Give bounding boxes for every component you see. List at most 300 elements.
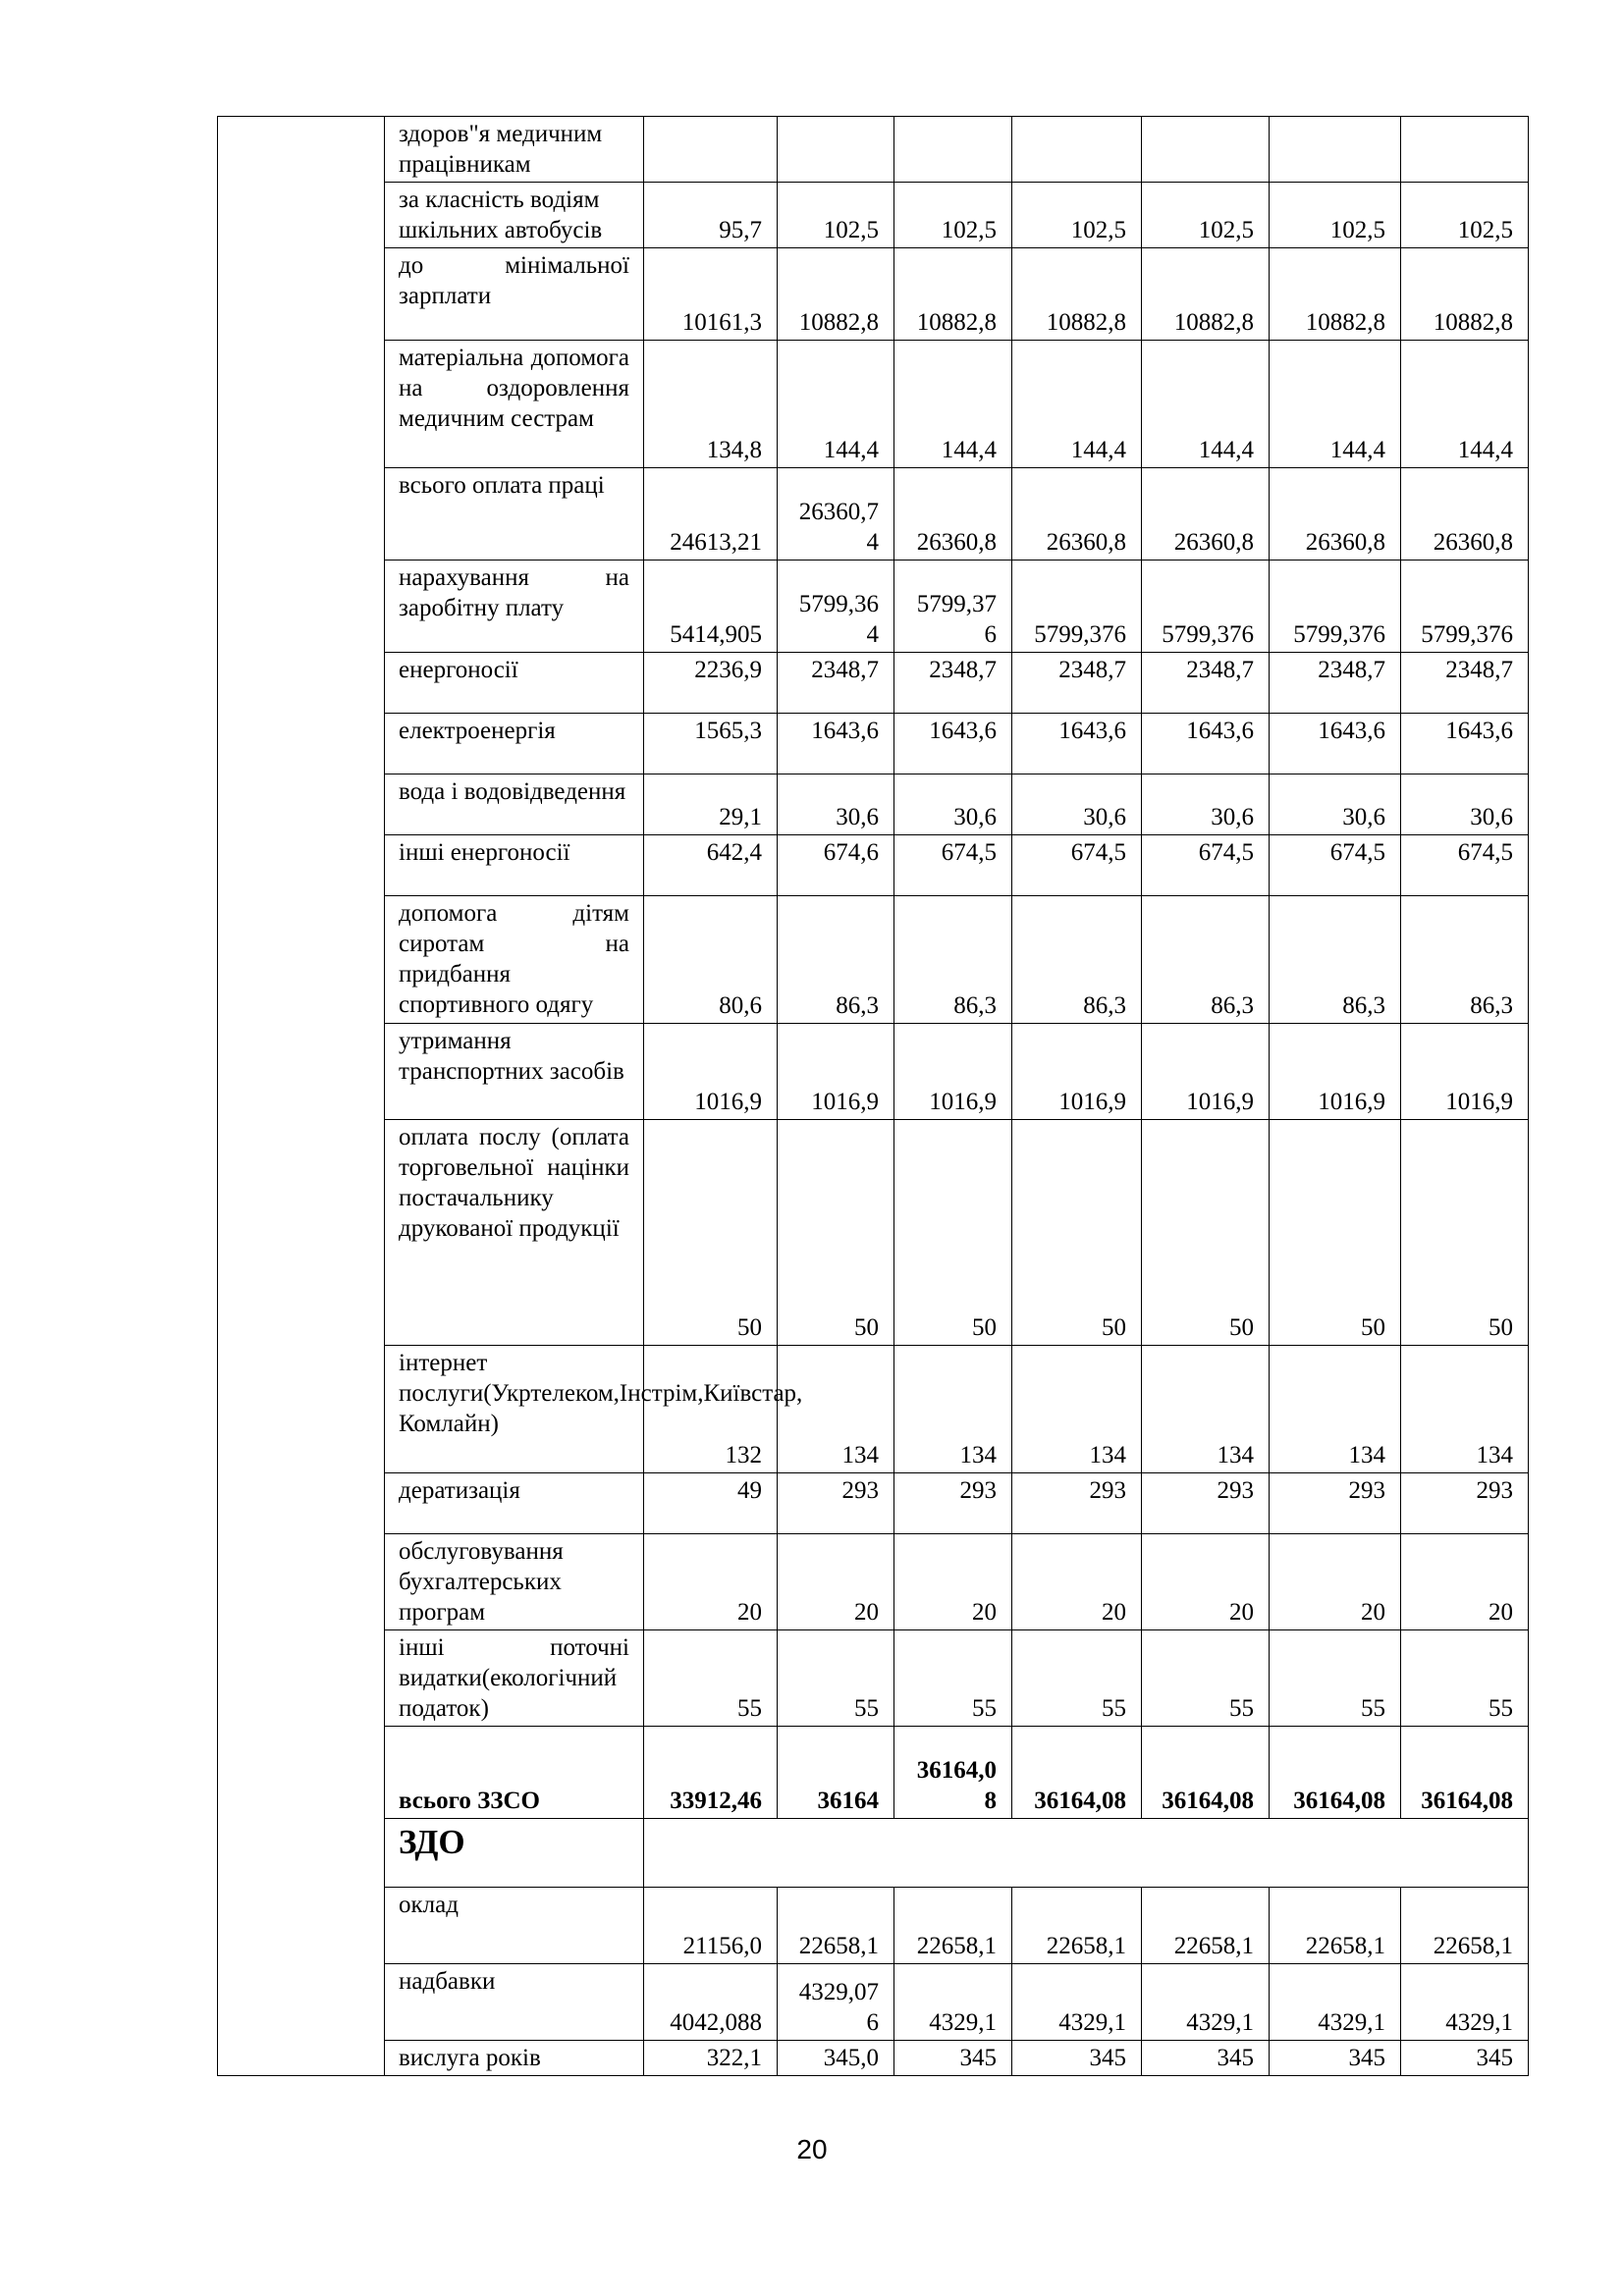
cell-value: 322,1 — [706, 2045, 762, 2071]
cell-value: 10882,8 — [1046, 309, 1126, 336]
table-row — [218, 1888, 1529, 1964]
row-label: надбавки — [385, 1964, 644, 2041]
value-cell — [1012, 561, 1142, 653]
value-cell — [1270, 341, 1401, 468]
value-cell — [894, 561, 1012, 653]
row-label: оплата послу (оплата торговельної націнки постачальнику друкованої продукції — [385, 1120, 644, 1346]
table-row — [218, 341, 1529, 468]
table-row — [218, 1473, 1529, 1534]
row-label: електроенергія — [385, 714, 644, 774]
row-label: енергоносії — [385, 653, 644, 714]
cell-value: 26360,8 — [1046, 529, 1126, 556]
cell-value: 36164,08 — [1293, 1788, 1385, 1814]
cell-value: 1016,9 — [811, 1089, 879, 1115]
cell-value: 5799,376 — [1421, 621, 1513, 648]
value-cell — [1401, 1346, 1529, 1473]
value-cell — [644, 248, 778, 341]
cell-value: 50 — [1102, 1314, 1126, 1341]
cell-value: 345 — [1348, 2045, 1385, 2071]
value-cell — [644, 1024, 778, 1120]
cell-value: 20 — [1229, 1599, 1254, 1626]
value-cell — [778, 1630, 894, 1727]
value-cell — [1012, 341, 1142, 468]
value-cell — [894, 1888, 1012, 1964]
cell-value: 20 — [972, 1599, 997, 1626]
table-row — [218, 183, 1529, 248]
row-label: за класність водіям шкільних автобусів — [385, 183, 644, 248]
value-cell — [894, 835, 1012, 896]
value-cell — [778, 1346, 894, 1473]
row-label: інші енергоносії — [385, 835, 644, 896]
table-row — [218, 117, 1529, 183]
cell-value: 30,6 — [953, 804, 997, 830]
value-cell — [1142, 896, 1270, 1024]
cell-value: 674,5 — [941, 839, 997, 866]
cell-value: 4042,088 — [670, 2009, 762, 2036]
cell-value: 102,5 — [1329, 217, 1385, 243]
cell-value: 2348,7 — [811, 657, 879, 683]
cell-value: 102,5 — [823, 217, 879, 243]
cell-value: 1016,9 — [1445, 1089, 1513, 1115]
value-cell — [778, 714, 894, 774]
cell-value: 1016,9 — [1186, 1089, 1254, 1115]
value-cell — [1012, 2041, 1142, 2076]
value-cell — [1401, 1024, 1529, 1120]
cell-value: 55 — [854, 1695, 879, 1722]
value-cell — [1270, 896, 1401, 1024]
value-cell — [894, 183, 1012, 248]
value-cell — [1401, 714, 1529, 774]
cell-value: 49 — [737, 1477, 762, 1504]
table-row — [218, 561, 1529, 653]
value-cell — [1270, 1964, 1401, 2041]
value-cell — [1012, 1888, 1142, 1964]
value-cell — [894, 248, 1012, 341]
table-row — [218, 1346, 1529, 1473]
cell-value: 1016,9 — [929, 1089, 997, 1115]
value-cell — [644, 1888, 778, 1964]
value-cell — [1012, 896, 1142, 1024]
value-cell — [1270, 1630, 1401, 1727]
value-cell — [644, 1346, 778, 1473]
value-cell — [1270, 1473, 1401, 1534]
cell-value: 30,6 — [836, 804, 879, 830]
cell-value: 345 — [1217, 2045, 1254, 2071]
cell-value: 102,5 — [1457, 217, 1513, 243]
cell-value: 2236,9 — [694, 657, 762, 683]
cell-value: 50 — [1229, 1314, 1254, 1341]
cell-value: 5799,364 — [798, 591, 879, 648]
value-cell — [644, 1964, 778, 2041]
value-cell — [778, 561, 894, 653]
value-cell — [644, 183, 778, 248]
table-row — [218, 1727, 1529, 1819]
cell-value: 86,3 — [836, 992, 879, 1019]
value-cell — [778, 1888, 894, 1964]
value-cell — [644, 714, 778, 774]
value-cell — [778, 117, 894, 183]
value-cell — [1012, 1727, 1142, 1819]
value-cell — [1142, 1346, 1270, 1473]
value-cell — [1270, 1888, 1401, 1964]
value-cell — [1012, 1964, 1142, 2041]
value-cell — [778, 248, 894, 341]
cell-value: 144,4 — [1329, 437, 1385, 463]
value-cell — [778, 1534, 894, 1630]
cell-value: 10882,8 — [1433, 309, 1513, 336]
value-cell — [778, 1964, 894, 2041]
row-label: допомога дітям сиротам на придбання спортивного одягу — [385, 896, 644, 1024]
value-cell — [1142, 468, 1270, 561]
value-cell — [1401, 653, 1529, 714]
value-cell — [1401, 468, 1529, 561]
value-cell — [778, 835, 894, 896]
cell-value: 86,3 — [1342, 992, 1385, 1019]
cell-value: 26360,74 — [798, 499, 879, 556]
cell-value: 55 — [737, 1695, 762, 1722]
value-cell — [778, 653, 894, 714]
value-cell — [1142, 653, 1270, 714]
cell-value: 1016,9 — [1318, 1089, 1385, 1115]
value-cell — [894, 2041, 1012, 2076]
value-cell — [644, 1120, 778, 1346]
cell-value: 86,3 — [1083, 992, 1126, 1019]
value-cell — [1401, 117, 1529, 183]
value-cell — [644, 1630, 778, 1727]
cell-value: 674,5 — [1198, 839, 1254, 866]
row-label: всього оплата праці — [385, 468, 644, 561]
value-cell — [1401, 1534, 1529, 1630]
cell-value: 20 — [1489, 1599, 1513, 1626]
cell-value: 345 — [1089, 2045, 1126, 2071]
value-cell — [1401, 341, 1529, 468]
row-label: інтернет послуги(Укртелеком,Інстрім,Київстар, Комлайн) — [385, 1346, 644, 1473]
cell-value: 102,5 — [1070, 217, 1126, 243]
cell-value: 4329,1 — [1058, 2009, 1126, 2036]
cell-value: 26360,8 — [916, 529, 997, 556]
value-cell — [1270, 183, 1401, 248]
cell-value: 80,6 — [719, 992, 762, 1019]
value-cell — [1142, 1630, 1270, 1727]
cell-value: 134 — [841, 1442, 879, 1468]
value-cell — [1401, 774, 1529, 835]
cell-value: 26360,8 — [1305, 529, 1385, 556]
cell-value: 50 — [972, 1314, 997, 1341]
cell-value: 2348,7 — [1058, 657, 1126, 683]
value-cell — [1401, 1727, 1529, 1819]
value-cell — [1142, 248, 1270, 341]
value-cell — [644, 835, 778, 896]
value-cell — [1401, 896, 1529, 1024]
cell-value: 345 — [1476, 2045, 1513, 2071]
value-cell — [1142, 1727, 1270, 1819]
cell-value: 50 — [1361, 1314, 1385, 1341]
value-cell — [1012, 1346, 1142, 1473]
value-cell — [1142, 714, 1270, 774]
value-cell — [778, 774, 894, 835]
value-cell — [644, 1473, 778, 1534]
page-number: 20 — [796, 2134, 828, 2164]
cell-value: 293 — [1348, 1477, 1385, 1504]
cell-value: 22658,1 — [798, 1933, 879, 1959]
blank-column-cell — [218, 117, 385, 2076]
cell-value: 22658,1 — [1305, 1933, 1385, 1959]
cell-value: 5799,376 — [1162, 621, 1254, 648]
value-cell — [1012, 248, 1142, 341]
value-cell — [644, 2041, 778, 2076]
cell-value: 95,7 — [719, 217, 762, 243]
value-cell — [1142, 774, 1270, 835]
value-cell — [1012, 1630, 1142, 1727]
value-cell — [644, 561, 778, 653]
cell-value: 50 — [854, 1314, 879, 1341]
value-cell — [1401, 1120, 1529, 1346]
cell-value: 24613,21 — [670, 529, 762, 556]
budget-table — [217, 116, 1529, 2076]
value-cell — [894, 1346, 1012, 1473]
value-cell — [894, 468, 1012, 561]
cell-value: 55 — [1489, 1695, 1513, 1722]
value-cell — [1401, 248, 1529, 341]
value-cell — [1401, 1964, 1529, 2041]
value-cell — [644, 1727, 778, 1819]
value-cell — [1401, 1473, 1529, 1534]
value-cell — [778, 1473, 894, 1534]
cell-value: 30,6 — [1083, 804, 1126, 830]
value-cell — [894, 1120, 1012, 1346]
row-label: вода і водовідведення — [385, 774, 644, 835]
cell-value: 55 — [1102, 1695, 1126, 1722]
row-label: утримання транспортних засобів — [385, 1024, 644, 1120]
value-cell — [644, 653, 778, 714]
cell-value: 22658,1 — [1173, 1933, 1254, 1959]
value-cell — [894, 1534, 1012, 1630]
value-cell — [894, 117, 1012, 183]
cell-value: 1643,6 — [811, 718, 879, 744]
row-label: інші поточні видатки(екологічний податок) — [385, 1630, 644, 1727]
cell-value: 1643,6 — [1318, 718, 1385, 744]
value-cell — [1142, 561, 1270, 653]
cell-value: 345 — [959, 2045, 997, 2071]
value-cell — [1012, 653, 1142, 714]
cell-value: 674,5 — [1329, 839, 1385, 866]
value-cell — [1142, 1473, 1270, 1534]
value-cell — [1270, 2041, 1401, 2076]
cell-value: 30,6 — [1342, 804, 1385, 830]
cell-value: 20 — [737, 1599, 762, 1626]
cell-value: 1643,6 — [929, 718, 997, 744]
value-cell — [1270, 468, 1401, 561]
value-cell — [644, 896, 778, 1024]
cell-value: 10882,8 — [1173, 309, 1254, 336]
value-cell — [1401, 1630, 1529, 1727]
cell-value: 4329,076 — [798, 1979, 879, 2036]
value-cell — [894, 896, 1012, 1024]
table-row — [218, 468, 1529, 561]
row-label: нарахування на заробітну плату — [385, 561, 644, 653]
cell-value: 5414,905 — [670, 621, 762, 648]
row-label: здоров"я медичним працівникам — [385, 117, 644, 183]
cell-value: 55 — [1361, 1695, 1385, 1722]
table-row — [218, 1534, 1529, 1630]
value-cell — [644, 341, 778, 468]
value-cell — [778, 1120, 894, 1346]
value-cell — [894, 1024, 1012, 1120]
cell-value: 4329,1 — [929, 2009, 997, 2036]
value-cell — [1270, 1120, 1401, 1346]
cell-value: 36164,08 — [1162, 1788, 1254, 1814]
cell-value: 144,4 — [1198, 437, 1254, 463]
row-label: до мінімальної зарплати — [385, 248, 644, 341]
value-cell — [1270, 1346, 1401, 1473]
cell-value: 293 — [1476, 1477, 1513, 1504]
cell-value: 293 — [1217, 1477, 1254, 1504]
cell-value: 5799,376 — [1293, 621, 1385, 648]
cell-value: 144,4 — [823, 437, 879, 463]
value-cell — [1270, 774, 1401, 835]
row-label: всього ЗЗСО — [385, 1727, 644, 1819]
cell-value: 55 — [972, 1695, 997, 1722]
cell-value: 22658,1 — [1046, 1933, 1126, 1959]
cell-value: 1643,6 — [1058, 718, 1126, 744]
value-cell — [778, 341, 894, 468]
cell-value: 144,4 — [1070, 437, 1126, 463]
value-cell — [644, 1534, 778, 1630]
value-cell — [778, 1727, 894, 1819]
value-cell — [1012, 1024, 1142, 1120]
cell-value: 55 — [1229, 1695, 1254, 1722]
cell-value: 642,4 — [706, 839, 762, 866]
cell-value: 674,5 — [1070, 839, 1126, 866]
cell-value: 2348,7 — [1186, 657, 1254, 683]
value-cell — [894, 653, 1012, 714]
cell-value: 102,5 — [1198, 217, 1254, 243]
cell-value: 1016,9 — [694, 1089, 762, 1115]
cell-value: 5799,376 — [916, 591, 997, 648]
cell-value: 30,6 — [1211, 804, 1254, 830]
value-cell — [1401, 2041, 1529, 2076]
cell-value: 1643,6 — [1186, 718, 1254, 744]
cell-value: 132 — [725, 1442, 762, 1468]
cell-value: 20 — [854, 1599, 879, 1626]
cell-value: 10882,8 — [798, 309, 879, 336]
section-heading: ЗДО — [385, 1819, 644, 1888]
cell-value: 50 — [1489, 1314, 1513, 1341]
cell-value: 134 — [1217, 1442, 1254, 1468]
cell-value: 134 — [959, 1442, 997, 1468]
value-cell — [1270, 561, 1401, 653]
value-cell — [778, 1024, 894, 1120]
cell-value: 20 — [1102, 1599, 1126, 1626]
cell-value: 4329,1 — [1186, 2009, 1254, 2036]
cell-value: 10882,8 — [1305, 309, 1385, 336]
cell-value: 86,3 — [1211, 992, 1254, 1019]
cell-value: 144,4 — [1457, 437, 1513, 463]
cell-value: 134 — [1348, 1442, 1385, 1468]
value-cell — [894, 1964, 1012, 2041]
cell-value: 293 — [841, 1477, 879, 1504]
value-cell — [778, 2041, 894, 2076]
table-row — [218, 1630, 1529, 1727]
value-cell — [1012, 1473, 1142, 1534]
table-row — [218, 896, 1529, 1024]
value-cell — [1142, 341, 1270, 468]
cell-value: 674,5 — [1457, 839, 1513, 866]
value-cell — [1270, 1534, 1401, 1630]
value-cell — [894, 341, 1012, 468]
value-cell — [1012, 117, 1142, 183]
cell-value: 26360,8 — [1173, 529, 1254, 556]
cell-value: 134 — [1089, 1442, 1126, 1468]
cell-value: 293 — [1089, 1477, 1126, 1504]
table-row — [218, 774, 1529, 835]
value-cell — [894, 714, 1012, 774]
cell-value: 102,5 — [941, 217, 997, 243]
cell-value: 674,6 — [823, 839, 879, 866]
cell-value: 345,0 — [823, 2045, 879, 2071]
value-cell — [1012, 1534, 1142, 1630]
value-cell — [1401, 835, 1529, 896]
value-cell — [1270, 653, 1401, 714]
cell-value: 2348,7 — [1318, 657, 1385, 683]
value-cell — [894, 1630, 1012, 1727]
value-cell — [1142, 2041, 1270, 2076]
value-cell — [1142, 1534, 1270, 1630]
cell-value: 86,3 — [1470, 992, 1513, 1019]
cell-value: 36164,08 — [1034, 1788, 1126, 1814]
cell-value: 4329,1 — [1445, 2009, 1513, 2036]
table-row — [218, 1819, 1529, 1888]
value-cell — [1012, 468, 1142, 561]
cell-value: 10882,8 — [916, 309, 997, 336]
cell-value: 36164,08 — [1421, 1788, 1513, 1814]
table-row — [218, 1120, 1529, 1346]
cell-value: 1643,6 — [1445, 718, 1513, 744]
table-row — [218, 714, 1529, 774]
row-label: дератизація — [385, 1473, 644, 1534]
table-row — [218, 248, 1529, 341]
cell-value: 50 — [737, 1314, 762, 1341]
cell-value: 10161,3 — [681, 309, 762, 336]
cell-value: 2348,7 — [929, 657, 997, 683]
value-cell — [1270, 117, 1401, 183]
row-label: матеріальна допомога на оздоровлення медичним сестрам — [385, 341, 644, 468]
cell-value: 1016,9 — [1058, 1089, 1126, 1115]
row-label: оклад — [385, 1888, 644, 1964]
table-row — [218, 1964, 1529, 2041]
table-row — [218, 653, 1529, 714]
value-cell — [1012, 835, 1142, 896]
value-cell — [1270, 714, 1401, 774]
table-row — [218, 2041, 1529, 2076]
value-cell — [1401, 561, 1529, 653]
cell-value: 86,3 — [953, 992, 997, 1019]
row-label: обслуговування бухгалтерських програм — [385, 1534, 644, 1630]
cell-value: 134,8 — [706, 437, 762, 463]
section-empty-cell — [644, 1819, 1529, 1888]
cell-value: 20 — [1361, 1599, 1385, 1626]
cell-value: 134 — [1476, 1442, 1513, 1468]
table-row — [218, 835, 1529, 896]
cell-value: 2348,7 — [1445, 657, 1513, 683]
value-cell — [644, 774, 778, 835]
value-cell — [778, 183, 894, 248]
cell-value: 5799,376 — [1034, 621, 1126, 648]
value-cell — [1012, 714, 1142, 774]
value-cell — [644, 117, 778, 183]
value-cell — [1142, 117, 1270, 183]
value-cell — [1401, 183, 1529, 248]
